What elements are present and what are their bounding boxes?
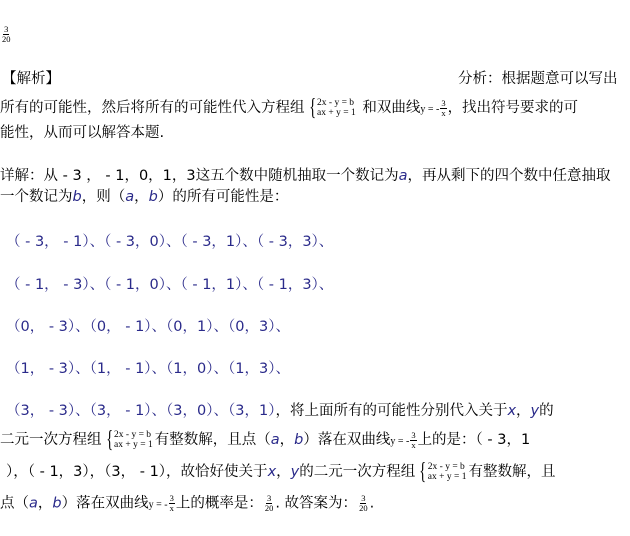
tail-line-2: [0, 428, 530, 452]
tail-line-3: [6, 460, 555, 484]
variable-b: b: [52, 495, 62, 512]
pairs-row-2: （ - 1， - 3）、（ - 1，0）、（ - 1，1）、（ - 1，3）、: [6, 277, 334, 293]
fraction-denominator: x: [169, 503, 174, 513]
variable-a: a: [29, 495, 38, 512]
detail-text: ，: [134, 189, 149, 205]
detail-text: 一个数记为: [0, 189, 73, 205]
detail-text: ）的所有可能性是：: [157, 189, 289, 205]
variable-b: b: [148, 189, 158, 205]
analysis-line-2: 能性，从而可以解答本题.: [0, 125, 165, 141]
fraction-denominator: 20: [2, 34, 11, 44]
tail-text: 点（: [0, 495, 29, 512]
tail-text: ，: [276, 464, 291, 480]
analysis-text-c: ，找出符号要求的可: [447, 100, 579, 116]
hyperbola-fraction: [169, 494, 175, 513]
variable-a: a: [270, 432, 280, 448]
pairs-row-3: （0， - 3）、（0， - 1）、（0，1）、（0，3）、: [6, 319, 290, 335]
detail-line-2: [0, 188, 288, 206]
analysis-text-a: 所有的可能性，然后将所有的可能性代入方程组: [0, 100, 305, 116]
detail-text: ，再从剩下的四个数中任意抽取: [407, 168, 611, 184]
fraction-numerator: 3: [169, 493, 174, 503]
system-eq-2: ax + y = 1: [427, 472, 467, 482]
hyperbola-label: y = -: [420, 104, 440, 115]
variable-y: y: [290, 464, 300, 480]
tail-text: 有整数解，且: [468, 464, 556, 480]
detail-text: ，则（: [81, 189, 126, 205]
system-eq-2: ax + y = 1: [317, 108, 356, 118]
tail-text: .: [369, 495, 375, 512]
probability-fraction: [264, 494, 275, 513]
system-eq-2: ax + y = 1: [114, 440, 153, 450]
tail-text: . 故答案为：: [275, 495, 358, 512]
pairs-row-5: （3， - 3）、（3， - 1）、（3，0）、（3，1）: [6, 403, 276, 419]
tail-text: ，将上面所有的可能性分别代入关于: [275, 403, 508, 419]
tail-text: ，: [516, 403, 531, 419]
fraction-numerator: 3: [441, 97, 446, 108]
hyperbola-fraction: [440, 99, 446, 118]
tail-text: 二元一次方程组: [0, 432, 102, 448]
fraction-denominator: x: [411, 439, 416, 450]
tail-text: ，: [37, 495, 53, 512]
tail-text: ）落在双曲线: [61, 495, 149, 512]
tail-text: 上的是：（ - 3，1: [417, 432, 531, 448]
variable-a: a: [125, 189, 135, 205]
answer-fraction: [358, 494, 369, 513]
analysis-text-b: 和双曲线: [362, 100, 421, 116]
analysis-intro: 分析：根据题意可以写出: [458, 71, 618, 87]
tail-text: 有整数解，且点（: [154, 432, 271, 448]
detail-text: 详解：从 - 3 ， - 1，0，1，3这五个数中随机抽取一个数记为: [0, 168, 399, 184]
solution-tag: 【解析】: [2, 71, 60, 87]
variable-x: x: [267, 464, 277, 480]
fraction-denominator: 20: [264, 503, 274, 513]
fraction-numerator: 3: [4, 24, 9, 34]
fraction-numerator: 3: [361, 493, 366, 503]
equation-system: { 2x - y = b ax + y = 1: [419, 459, 467, 485]
system-eq-1: 2x - y = b: [317, 98, 355, 108]
variable-x: x: [507, 403, 517, 419]
tail-text: ）落在双曲线: [303, 432, 391, 448]
pairs-row-5-line: [6, 402, 554, 420]
tail-line-4: [0, 494, 374, 515]
fraction-numerator: 3: [411, 429, 416, 440]
variable-b: b: [294, 432, 304, 448]
tail-text: ，: [279, 432, 295, 448]
variable-y: y: [530, 403, 540, 419]
pairs-row-4: （1， - 3）、（1， - 1）、（1，0）、（1，3）、: [6, 361, 290, 377]
fraction-numerator: 3: [266, 493, 272, 503]
hyperbola-label: y = -: [148, 499, 168, 511]
system-eq-1: 2x - y = b: [114, 430, 152, 440]
fraction-denominator: 20: [359, 503, 368, 513]
variable-a: a: [398, 168, 408, 184]
fraction-denominator: x: [441, 107, 446, 118]
equation-system: { 2x - y = b ax + y = 1: [308, 95, 356, 121]
analysis-line-1: [0, 96, 578, 120]
detail-line-1: [0, 167, 611, 185]
top-answer-fraction: [0, 24, 13, 44]
tail-text: 的二元一次方程组: [299, 464, 416, 480]
system-eq-1: 2x - y = b: [427, 462, 465, 472]
variable-b: b: [72, 189, 82, 205]
hyperbola-fraction: [410, 431, 416, 450]
tail-text: ），（ - 1，3），（3， - 1），故恰好使关于: [6, 464, 268, 480]
tail-text: 上的概率是：: [175, 495, 263, 512]
hyperbola-label: y = -: [390, 436, 410, 447]
tail-text: 的: [539, 403, 554, 419]
equation-system: { 2x - y = b ax + y = 1: [105, 427, 153, 453]
pairs-row-1: （ - 3， - 1）、（ - 3，0）、（ - 3，1）、（ - 3，3）、: [6, 234, 334, 250]
